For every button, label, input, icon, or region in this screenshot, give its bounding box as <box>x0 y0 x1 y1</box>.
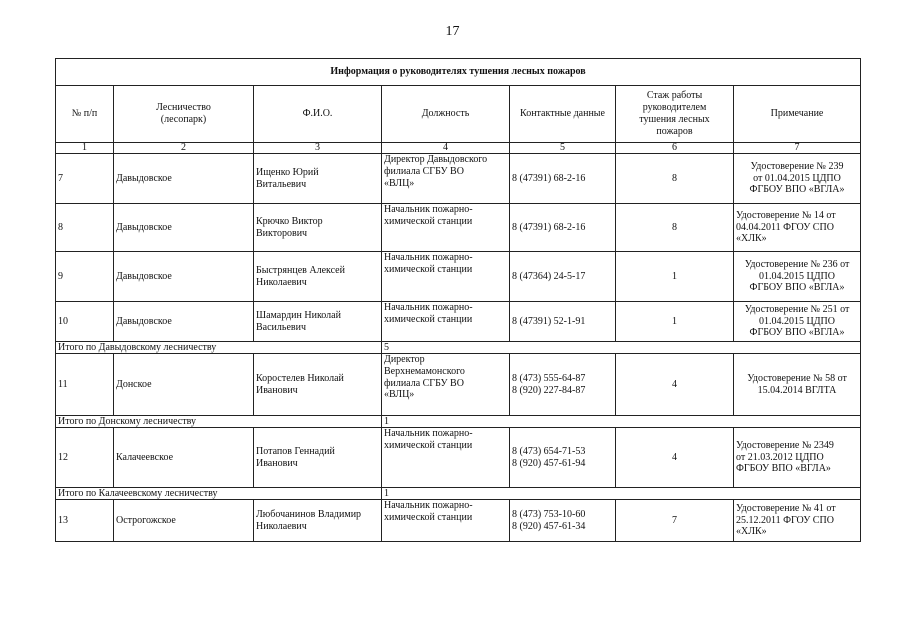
position-cell: Начальник пожарно- химической станции <box>382 204 510 252</box>
table-row <box>56 500 861 542</box>
forestry-cell: Давыдовское <box>114 252 254 302</box>
note-cell: Удостоверение № 41 от 25.12.2011 ФГОУ СПО «ХЛК» <box>734 500 861 542</box>
experience-cell: 8 <box>616 204 734 252</box>
subtotal-value: 1 <box>382 488 861 500</box>
header-position: Должность <box>382 86 510 143</box>
experience-cell: 4 <box>616 354 734 416</box>
table-title: Информация о руководителях тушения лесных пожаров <box>56 59 861 86</box>
header-note: Примечание <box>734 86 861 143</box>
page-number: 17 <box>445 24 460 39</box>
position-cell: Директор Давыдовского филиала СГБУ ВО «ВЛЦ» <box>382 154 510 204</box>
column-numbers-row <box>56 143 861 154</box>
fio-cell: Любочанинов Владимир Николаевич <box>254 500 382 542</box>
table-row <box>56 252 861 302</box>
note-cell: Удостоверение № 236 от 01.04.2015 ЦДПО ФГБОУ ВПО «ВГЛА» <box>734 252 861 302</box>
fio-cell: Потапов Геннадий Иванович <box>254 428 382 488</box>
subtotal-label: Итого по Донскому лесничеству <box>56 416 382 428</box>
header-fio: Ф.И.О. <box>254 86 382 143</box>
contacts-cell: 8 (47391) 68-2-16 <box>510 154 616 204</box>
fio-cell: Ищенко Юрий Витальевич <box>254 154 382 204</box>
col-number: 1 <box>56 143 114 154</box>
forestry-cell: Давыдовское <box>114 204 254 252</box>
col-number: 2 <box>114 143 254 154</box>
note-cell: Удостоверение № 14 от 04.04.2011 ФГОУ СПО «ХЛК» <box>734 204 861 252</box>
contacts-cell: 8 (47391) 68-2-16 <box>510 204 616 252</box>
forestry-cell: Донское <box>114 354 254 416</box>
row-number: 7 <box>56 154 114 204</box>
header-experience: Стаж работы руководителем тушения лесных пожаров <box>616 86 734 143</box>
position-cell: Директор Верхнемамонского филиала СГБУ ВО «ВЛЦ» <box>382 354 510 416</box>
header-forestry: Лесничество (лесопарк) <box>114 86 254 143</box>
fio-cell: Шамардин Николай Васильевич <box>254 302 382 342</box>
experience-cell: 7 <box>616 500 734 542</box>
row-number: 11 <box>56 354 114 416</box>
subtotal-row <box>56 416 861 428</box>
experience-cell: 4 <box>616 428 734 488</box>
fio-cell: Быстрянцев Алексей Николаевич <box>254 252 382 302</box>
experience-cell: 1 <box>616 252 734 302</box>
forestry-cell: Давыдовское <box>114 302 254 342</box>
subtotal-label: Итого по Калачеевскому лесничеству <box>56 488 382 500</box>
header-number: № п/п <box>56 86 114 143</box>
contacts-cell: 8 (473) 654-71-53 8 (920) 457-61-94 <box>510 428 616 488</box>
position-cell: Начальник пожарно- химической станции <box>382 428 510 488</box>
forestry-cell: Давыдовское <box>114 154 254 204</box>
subtotal-label: Итого по Давыдовскому лесничеству <box>56 342 382 354</box>
table-row <box>56 428 861 488</box>
experience-cell: 1 <box>616 302 734 342</box>
col-number: 6 <box>616 143 734 154</box>
table-row <box>56 354 861 416</box>
subtotal-value: 5 <box>382 342 861 354</box>
col-number: 4 <box>382 143 510 154</box>
position-cell: Начальник пожарно- химической станции <box>382 252 510 302</box>
experience-cell: 8 <box>616 154 734 204</box>
subtotal-value: 1 <box>382 416 861 428</box>
header-row <box>56 86 861 143</box>
note-cell: Удостоверение № 239 от 01.04.2015 ЦДПО ФГБОУ ВПО «ВГЛА» <box>734 154 861 204</box>
forestry-cell: Острогожское <box>114 500 254 542</box>
row-number: 9 <box>56 252 114 302</box>
position-cell: Начальник пожарно- химической станции <box>382 500 510 542</box>
note-cell: Удостоверение № 2349 от 21.03.2012 ЦДПО ФГБОУ ВПО «ВГЛА» <box>734 428 861 488</box>
table-row <box>56 204 861 252</box>
note-cell: Удостоверение № 251 от 01.04.2015 ЦДПО ФГБОУ ВПО «ВГЛА» <box>734 302 861 342</box>
col-number: 3 <box>254 143 382 154</box>
fio-cell: Коростелев Николай Иванович <box>254 354 382 416</box>
col-number: 7 <box>734 143 861 154</box>
table-row <box>56 154 861 204</box>
contacts-cell: 8 (473) 555-64-87 8 (920) 227-84-87 <box>510 354 616 416</box>
subtotal-row <box>56 342 861 354</box>
table-row <box>56 302 861 342</box>
contacts-cell: 8 (473) 753-10-60 8 (920) 457-61-34 <box>510 500 616 542</box>
col-number: 5 <box>510 143 616 154</box>
contacts-cell: 8 (47391) 52-1-91 <box>510 302 616 342</box>
contacts-cell: 8 (47364) 24-5-17 <box>510 252 616 302</box>
fio-cell: Крючко Виктор Викторович <box>254 204 382 252</box>
subtotal-row <box>56 488 861 500</box>
row-number: 13 <box>56 500 114 542</box>
note-cell: Удостоверение № 58 от 15.04.2014 ВГЛТА <box>734 354 861 416</box>
forestry-cell: Калачеевское <box>114 428 254 488</box>
position-cell: Начальник пожарно- химической станции <box>382 302 510 342</box>
row-number: 12 <box>56 428 114 488</box>
header-contacts: Контактные данные <box>510 86 616 143</box>
row-number: 10 <box>56 302 114 342</box>
fire-managers-table <box>55 58 861 542</box>
row-number: 8 <box>56 204 114 252</box>
